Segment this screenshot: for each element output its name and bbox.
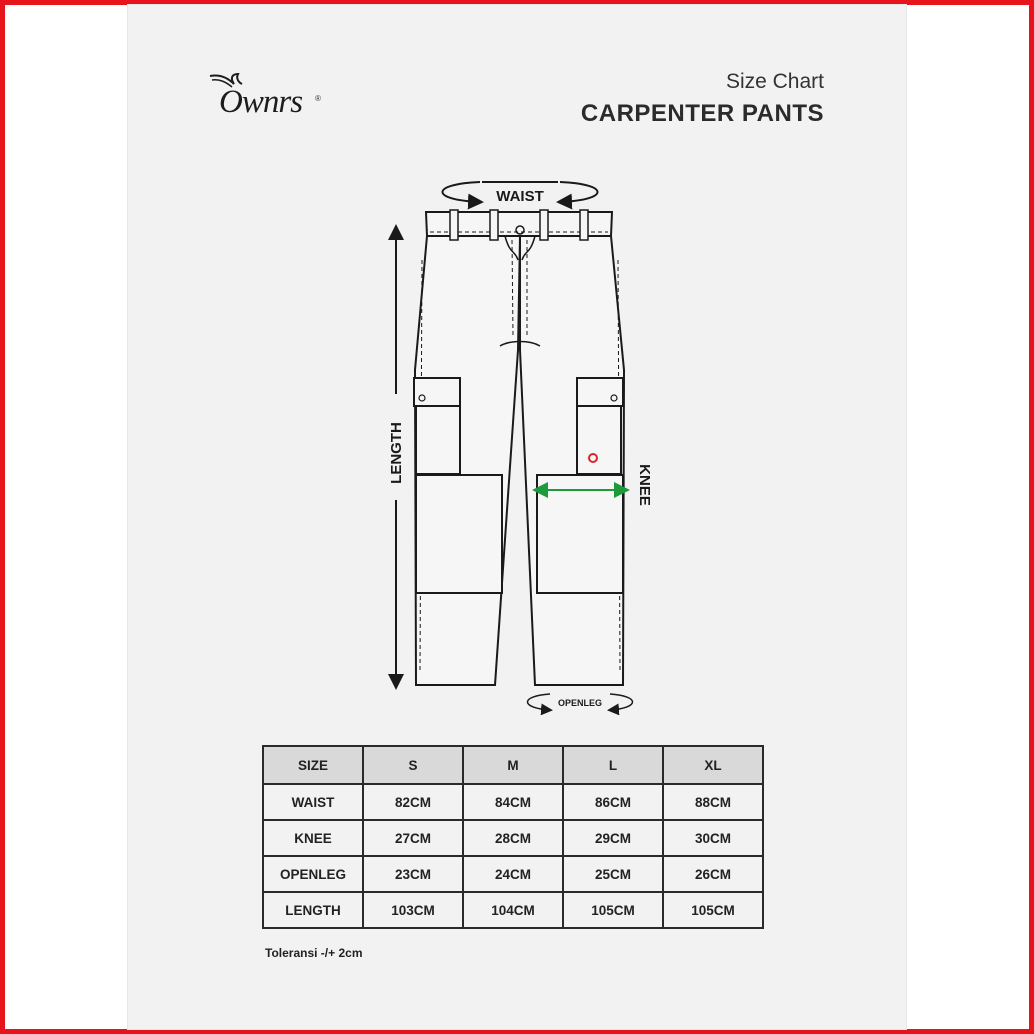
waist-label: WAIST bbox=[496, 188, 544, 205]
column-header: SIZE bbox=[263, 746, 363, 784]
table-cell: 82CM bbox=[363, 784, 463, 820]
openleg-label: OPENLEG bbox=[557, 698, 603, 708]
table-cell: 84CM bbox=[463, 784, 563, 820]
table-cell: 28CM bbox=[463, 820, 563, 856]
row-label: KNEE bbox=[263, 820, 363, 856]
table-row bbox=[263, 892, 763, 928]
cargo-pockets bbox=[414, 378, 623, 593]
table-header-row bbox=[263, 746, 763, 784]
table-cell: 25CM bbox=[563, 856, 663, 892]
table-row bbox=[263, 856, 763, 892]
table-row bbox=[263, 784, 763, 820]
column-header: S bbox=[363, 746, 463, 784]
page-title: CARPENTER PANTS bbox=[580, 100, 824, 127]
table-cell: 105CM bbox=[663, 892, 763, 928]
table-cell: 103CM bbox=[363, 892, 463, 928]
table-row bbox=[263, 820, 763, 856]
row-label: LENGTH bbox=[263, 892, 363, 928]
table-cell: 26CM bbox=[663, 856, 763, 892]
registered-mark: ® bbox=[315, 94, 321, 103]
table-cell: 88CM bbox=[663, 784, 763, 820]
column-header: M bbox=[463, 746, 563, 784]
table-cell: 86CM bbox=[563, 784, 663, 820]
row-label: OPENLEG bbox=[263, 856, 363, 892]
table-cell: 24CM bbox=[463, 856, 563, 892]
column-header: XL bbox=[663, 746, 763, 784]
table-cell: 104CM bbox=[463, 892, 563, 928]
length-label: LENGTH bbox=[388, 422, 405, 484]
row-label: WAIST bbox=[263, 784, 363, 820]
pants-diagram bbox=[370, 170, 670, 715]
tolerance-note: Toleransi -/+ 2cm bbox=[265, 946, 363, 960]
size-table bbox=[262, 745, 764, 929]
page-subtitle: Size Chart bbox=[725, 70, 824, 93]
table-cell: 29CM bbox=[563, 820, 663, 856]
table-cell: 27CM bbox=[363, 820, 463, 856]
table-cell: 30CM bbox=[663, 820, 763, 856]
table-cell: 23CM bbox=[363, 856, 463, 892]
column-header: L bbox=[563, 746, 663, 784]
knee-label: KNEE bbox=[636, 464, 653, 506]
table-cell: 105CM bbox=[563, 892, 663, 928]
brand-logo: Ownrs bbox=[219, 84, 303, 120]
